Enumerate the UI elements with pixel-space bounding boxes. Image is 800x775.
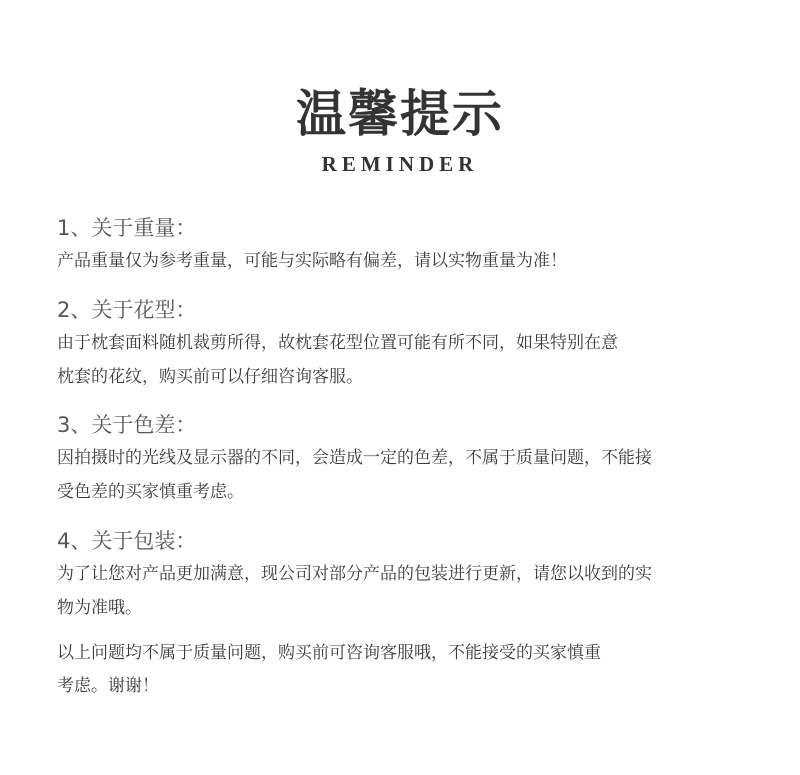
section-text-line: 因拍摄时的光线及显示器的不同，会造成一定的色差，不属于质量问题，不能接	[57, 448, 652, 468]
section-pattern	[57, 294, 757, 394]
section-text-line: 物为准哦。	[57, 598, 142, 618]
section-text-line: 为了让您对产品更加满意，现公司对部分产品的包装进行更新，请您以收到的实	[57, 564, 652, 584]
section-text-line: 枕套的花纹，购买前可以仔细咨询客服。	[57, 367, 363, 387]
closing-text-line: 考虑。谢谢！	[57, 676, 159, 696]
section-color-difference	[57, 409, 757, 509]
page-title: 温馨提示	[296, 85, 504, 143]
closing-note	[57, 637, 757, 703]
section-heading: 4、关于包装：	[57, 529, 197, 553]
section-weight	[57, 212, 757, 278]
section-text-line: 由于枕套面料随机裁剪所得，故枕套花型位置可能有所不同，如果特别在意	[57, 333, 618, 353]
section-text-line: 受色差的买家慎重考虑。	[57, 482, 244, 502]
closing-text-line: 以上问题均不属于质量问题，购买前可咨询客服哦，不能接受的买家慎重	[57, 643, 601, 663]
page-subtitle: REMINDER	[321, 152, 479, 176]
section-text-line: 产品重量仅为参考重量，可能与实际略有偏差，请以实物重量为准！	[57, 251, 567, 271]
section-heading: 3、关于色差：	[57, 413, 197, 437]
section-heading: 1、关于重量：	[57, 216, 197, 240]
section-heading: 2、关于花型：	[57, 298, 197, 322]
section-packaging	[57, 525, 757, 625]
